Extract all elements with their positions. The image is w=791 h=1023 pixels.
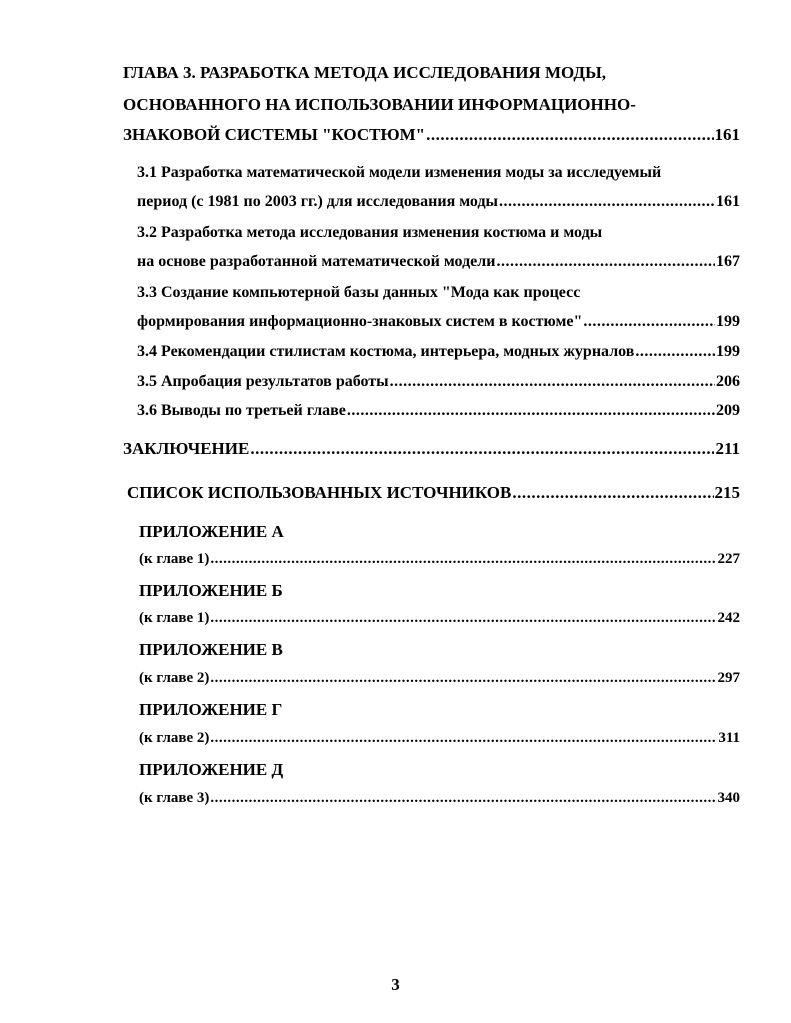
chapter-heading-line-1 — [123, 64, 606, 81]
page-number: 3 — [391, 975, 400, 994]
appendix-a-title[interactable] — [139, 523, 284, 540]
dot-leader — [210, 552, 716, 567]
toc-entry-appendix-d[interactable] — [139, 791, 740, 806]
dot-leader — [499, 194, 715, 210]
section-title: на основе разработанной математической модели — [137, 253, 496, 270]
toc-entry-3-2[interactable] — [137, 254, 740, 270]
appendix-title: ПРИЛОЖЕНИЕ Б — [139, 581, 283, 600]
section-title: период (с 1981 по 2003 гг.) для исследования моды — [137, 193, 499, 210]
page-ref: 311 — [718, 730, 740, 746]
page-ref: 161 — [714, 125, 740, 144]
toc-entry-conclusion[interactable] — [123, 440, 740, 457]
toc-entry-3-3[interactable] — [137, 314, 740, 330]
toc-entry-3-4[interactable] — [137, 344, 740, 360]
toc-entry-3-3-line-1[interactable] — [137, 285, 580, 301]
dot-leader — [250, 440, 714, 457]
dot-leader — [210, 791, 716, 806]
page-ref: 167 — [716, 253, 740, 270]
appendix-title: ПРИЛОЖЕНИЕ Д — [139, 760, 284, 779]
section-title: 3.6 Выводы по третьей главе — [137, 402, 346, 419]
appendix-title: ПРИЛОЖЕНИЕ Г — [139, 700, 283, 719]
page-ref: 206 — [716, 373, 740, 390]
appendix-title: ПРИЛОЖЕНИЕ А — [139, 522, 284, 541]
toc-entry-appendix-a[interactable] — [139, 552, 740, 567]
dot-leader — [426, 126, 713, 143]
chapter-heading-text: ГЛАВА 3. РАЗРАБОТКА МЕТОДА ИССЛЕДОВАНИЯ МОДЫ, — [123, 63, 607, 82]
section-title: формирования информационно-знаковых систем в костюме" — [137, 313, 583, 330]
appendix-g-title[interactable] — [139, 701, 282, 718]
toc-entry-references[interactable] — [127, 484, 740, 501]
toc-entry-3-1[interactable] — [137, 194, 740, 210]
toc-entry-3-6[interactable] — [137, 403, 740, 419]
page-ref: 199 — [716, 343, 740, 360]
chapter-heading-line-2 — [123, 96, 636, 113]
dot-leader — [210, 731, 717, 746]
page-ref: 211 — [715, 439, 740, 458]
appendix-sub: (к главе 1) — [139, 610, 210, 626]
appendix-b-title[interactable] — [139, 582, 283, 599]
appendix-v-title[interactable] — [139, 641, 283, 658]
page-ref: 215 — [714, 483, 740, 502]
chapter-heading-text: ЗНАКОВОЙ СИСТЕМЫ "КОСТЮМ" — [123, 125, 426, 144]
dot-leader — [512, 484, 713, 501]
dot-leader — [210, 671, 716, 686]
page-ref: 161 — [716, 193, 740, 210]
dot-leader — [496, 254, 715, 270]
appendix-sub: (к главе 2) — [139, 670, 210, 686]
section-title: 3.4 Рекомендации стилистам костюма, интерьера, модных журналов — [137, 343, 635, 360]
section-title: 3.1 Разработка математической модели изменения моды за исследуемый — [137, 164, 662, 181]
dot-leader — [347, 403, 715, 419]
page-ref: 297 — [717, 670, 740, 686]
chapter-heading-text: ОСНОВАННОГО НА ИСПОЛЬЗОВАНИИ ИНФОРМАЦИОННО- — [123, 95, 636, 114]
toc-entry-appendix-g[interactable] — [139, 731, 740, 746]
conclusion-title: ЗАКЛЮЧЕНИЕ — [123, 439, 250, 458]
section-title: 3.2 Разработка метода исследования изменения костюма и моды — [137, 224, 603, 241]
dot-leader — [583, 314, 715, 330]
dot-leader — [210, 611, 716, 626]
section-title: 3.3 Создание компьютерной базы данных "Мода как процесс — [137, 284, 581, 301]
toc-entry-appendix-v[interactable] — [139, 671, 740, 686]
references-title: СПИСОК ИСПОЛЬЗОВАННЫХ ИСТОЧНИКОВ — [127, 483, 512, 502]
page-ref: 227 — [717, 551, 740, 567]
appendix-d-title[interactable] — [139, 761, 283, 778]
appendix-sub: (к главе 2) — [139, 730, 210, 746]
page-ref: 242 — [717, 610, 740, 626]
toc-entry-3-5[interactable] — [137, 374, 740, 390]
dot-leader — [635, 344, 715, 360]
appendix-sub: (к главе 3) — [139, 790, 210, 806]
appendix-title: ПРИЛОЖЕНИЕ В — [139, 640, 283, 659]
toc-entry-chapter-3[interactable] — [123, 126, 740, 143]
page-ref: 199 — [716, 313, 740, 330]
page-ref: 209 — [716, 402, 740, 419]
toc-entry-3-2-line-1[interactable] — [137, 225, 602, 241]
toc-entry-3-1-line-1[interactable] — [137, 165, 661, 181]
section-title: 3.5 Апробация результатов работы — [137, 373, 389, 390]
appendix-sub: (к главе 1) — [139, 551, 210, 567]
page-ref: 340 — [717, 790, 740, 806]
toc-entry-appendix-b[interactable] — [139, 611, 740, 626]
dot-leader — [390, 374, 715, 390]
